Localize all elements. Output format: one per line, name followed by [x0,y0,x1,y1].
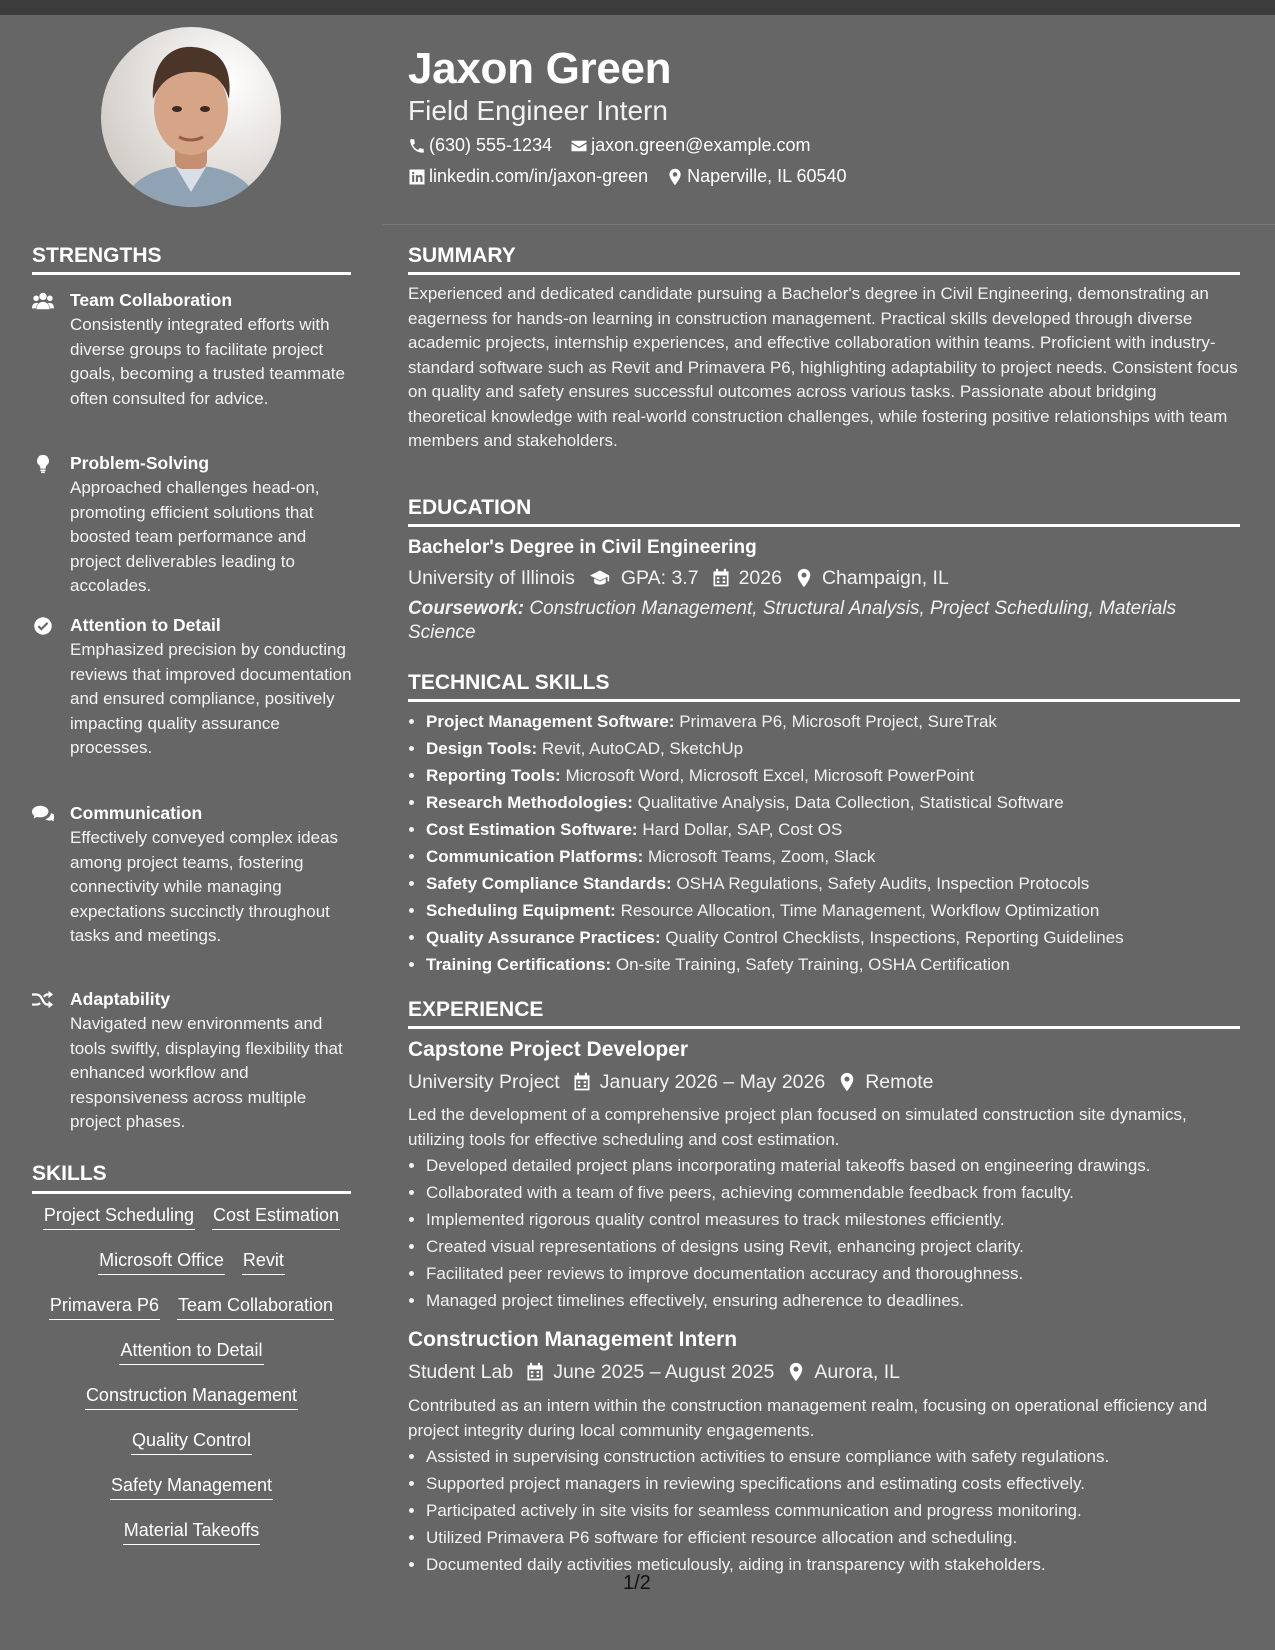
coursework-text [408,597,1238,645]
phone-text: (630) 555-1234 [429,135,553,155]
strengths-heading: STRENGTHS [32,244,162,267]
contact-row [408,135,828,156]
skill-chip: Material Takeoffs [123,1518,260,1545]
strength-description: Effectively conveyed complex ideas among project teams, fostering connectivity while managing expectations succinctly throughout tasks and meetings. [70,828,339,945]
skill-chip: Revit [242,1248,285,1275]
map-marker-icon [837,1072,857,1092]
list-item: • Research Methodologies: Qualitative Analysis, Data Collection, Statistical Software [426,789,1246,816]
skill-chip: Safety Management [110,1473,273,1500]
list-item: • Developed detailed project plans incorporating material takeoffs based on engineering drawings. [426,1152,1246,1179]
map-marker-icon [794,568,814,588]
job-title: Capstone Project Developer [408,1038,689,1061]
skills-rule [32,1191,351,1194]
linkedin-icon [408,168,426,186]
education-rule [408,524,1240,527]
location-text: Naperville, IL 60540 [687,166,847,186]
education-meta [408,565,949,591]
check-circle-icon [32,616,54,636]
strength-title: Team Collaboration [70,290,233,310]
experience-rule [408,1026,1240,1029]
skill-chip: Team Collaboration [177,1293,334,1320]
skill-chip-row [32,1293,351,1338]
profile-photo [101,27,281,207]
gpa-text: GPA: 3.7 [620,567,699,589]
email-text[interactable]: jaxon.green@example.com [591,135,811,155]
job-organization: University Project [408,1071,560,1093]
contact-row [408,166,865,187]
strength-description: Consistently integrated efforts with diverse groups to facilitate project goals, becoming a trusted teammate often consulted for advice. [70,315,345,408]
skill-chip: Microsoft Office [98,1248,225,1275]
degree-title: Bachelor's Degree in Civil Engineering [408,537,757,558]
skill-chip: Primavera P6 [49,1293,160,1320]
calendar-icon [711,568,731,588]
job-dates: January 2026 – May 2026 [599,1071,826,1093]
job-bullets [408,1443,1246,1578]
calendar-icon [572,1072,592,1092]
skill-chip-row [32,1473,351,1518]
skill-chip-row [32,1428,351,1473]
candidate-role: Field Engineer Intern [408,95,668,126]
list-item: • Quality Assurance Practices: Quality Control Checklists, Inspections, Reporting Guidelines [426,924,1246,951]
skills-heading: SKILLS [32,1162,107,1185]
skill-chip-row [32,1338,351,1383]
phone-icon [408,137,426,155]
strength-description: Navigated new environments and tools swiftly, displaying flexibility that enhanced workflow and responsiveness across multiple project phases. [70,1014,343,1131]
list-item: • Documented daily activities meticulously, aiding in transparency with stakeholders. [426,1551,1246,1578]
list-item: • Facilitated peer reviews to improve documentation accuracy and thoroughness. [426,1260,1246,1287]
envelope-icon [570,137,588,155]
strength-title: Communication [70,803,203,823]
list-item: • Implemented rigorous quality control measures to track milestones efficiently. [426,1206,1246,1233]
summary-text: Experienced and dedicated candidate pursuing a Bachelor's degree in Civil Engineering, demonstrating an eagerness for hands-on learning in construction management. Practical skills developed through diverse academic projects, internship experiences, and effective collaboration within teams. Proficient with industry-standard software such as Revit and Primavera P6, highlighting adaptability to project needs. Consistent focus on quality and safety ensures successful outcomes across various tasks. Passionate about bridging theoretical knowledge with real-world construction challenges, while fostering positive relationships with team members and stakeholders. [408,284,1238,450]
users-icon [32,291,54,311]
map-marker-icon [666,168,684,186]
lightbulb-icon [32,454,54,474]
job-meta [408,1359,900,1385]
education-heading: EDUCATION [408,496,532,519]
strength-title: Adaptability [70,989,171,1009]
technical-skills-rule [408,699,1240,702]
list-item: • Supported project managers in reviewing specifications and estimating costs effectively. [426,1470,1246,1497]
list-item: • Safety Compliance Standards: OSHA Regulations, Safety Audits, Inspection Protocols [426,870,1246,897]
skill-chip: Construction Management [85,1383,298,1410]
skills-chip-list [32,1203,351,1563]
technical-skills-heading: TECHNICAL SKILLS [408,671,610,694]
calendar-icon [525,1362,545,1382]
list-item: • Utilized Primavera P6 software for efficient resource allocation and scheduling. [426,1524,1246,1551]
strengths-rule [32,272,351,275]
coursework-list: Construction Management, Structural Analysis, Project Scheduling, Materials Science [408,598,1177,643]
list-item: • Collaborated with a team of five peers, achieving commendable feedback from faculty. [426,1179,1246,1206]
list-item: • Cost Estimation Software: Hard Dollar, SAP, Cost OS [426,816,1246,843]
technical-skills-list [408,708,1246,978]
strength-description: Approached challenges head-on, promoting efficient solutions that boosted team performance and project deliverables leading to accolades. [70,478,320,595]
strength-title: Problem-Solving [70,453,210,473]
job-bullets [408,1152,1246,1314]
job-title: Construction Management Intern [408,1328,738,1351]
skill-chip: Attention to Detail [119,1338,263,1365]
job-organization: Student Lab [408,1361,514,1383]
job-meta [408,1069,934,1095]
page-number: 1/2 [623,1572,651,1594]
skill-chip-row [32,1383,351,1428]
skill-chip-row [32,1518,351,1563]
map-marker-icon [786,1362,806,1382]
strength-description: Emphasized precision by conducting reviews that improved documentation and ensured compliance, positively impacting quality assurance processes. [70,640,352,757]
shuffle-icon [32,990,54,1010]
list-item: • Communication Platforms: Microsoft Teams, Zoom, Slack [426,843,1246,870]
experience-heading: EXPERIENCE [408,998,544,1021]
list-item: • Managed project timelines effectively, ensuring adherence to deadlines. [426,1287,1246,1314]
list-item: • Design Tools: Revit, AutoCAD, SketchUp [426,735,1246,762]
email-contact[interactable] [570,135,810,156]
location-contact [666,166,846,187]
graduation-cap-icon [587,568,613,588]
strength-title: Attention to Detail [70,615,221,635]
linkedin-text[interactable]: linkedin.com/in/jaxon-green [429,166,649,186]
job-description: Contributed as an intern within the construction management realm, focusing on operational efficiency and project integrity during local community engagements. [408,1396,1208,1440]
skill-chip: Project Scheduling [43,1203,195,1230]
list-item: • Assisted in supervising construction activities to ensure compliance with safety regulations. [426,1443,1246,1470]
school-name: University of Illinois [408,567,575,589]
summary-heading: SUMMARY [408,244,516,267]
skill-chip: Quality Control [131,1428,252,1455]
list-item: • Project Management Software: Primavera P6, Microsoft Project, SureTrak [426,708,1246,735]
job-description: Led the development of a comprehensive project plan focused on simulated construction site dynamics, utilizing tools for effective scheduling and cost estimation. [408,1105,1187,1149]
list-item: • Scheduling Equipment: Resource Allocation, Time Management, Workflow Optimization [426,897,1246,924]
list-item: • Created visual representations of designs using Revit, enhancing project clarity. [426,1233,1246,1260]
skill-chip-row [32,1248,351,1293]
list-item: • Training Certifications: On-site Training, Safety Training, OSHA Certification [426,951,1246,978]
list-item: • Participated actively in site visits for seamless communication and progress monitoring. [426,1497,1246,1524]
list-item: • Reporting Tools: Microsoft Word, Microsoft Excel, Microsoft PowerPoint [426,762,1246,789]
education-location: Champaign, IL [821,567,949,589]
job-dates: June 2025 – August 2025 [553,1361,775,1383]
job-location: Remote [865,1071,934,1093]
comments-icon [32,804,54,824]
header-divider [383,224,1275,225]
candidate-name: Jaxon Green [408,44,672,93]
graduation-year: 2026 [738,567,782,589]
job-location: Aurora, IL [814,1361,901,1383]
skill-chip-row [32,1203,351,1248]
skill-chip: Cost Estimation [212,1203,340,1230]
phone-contact [408,135,552,156]
top-bar [0,0,1275,15]
linkedin-contact[interactable] [408,166,648,187]
coursework-label: Coursework: [408,598,525,619]
summary-rule [408,272,1240,275]
